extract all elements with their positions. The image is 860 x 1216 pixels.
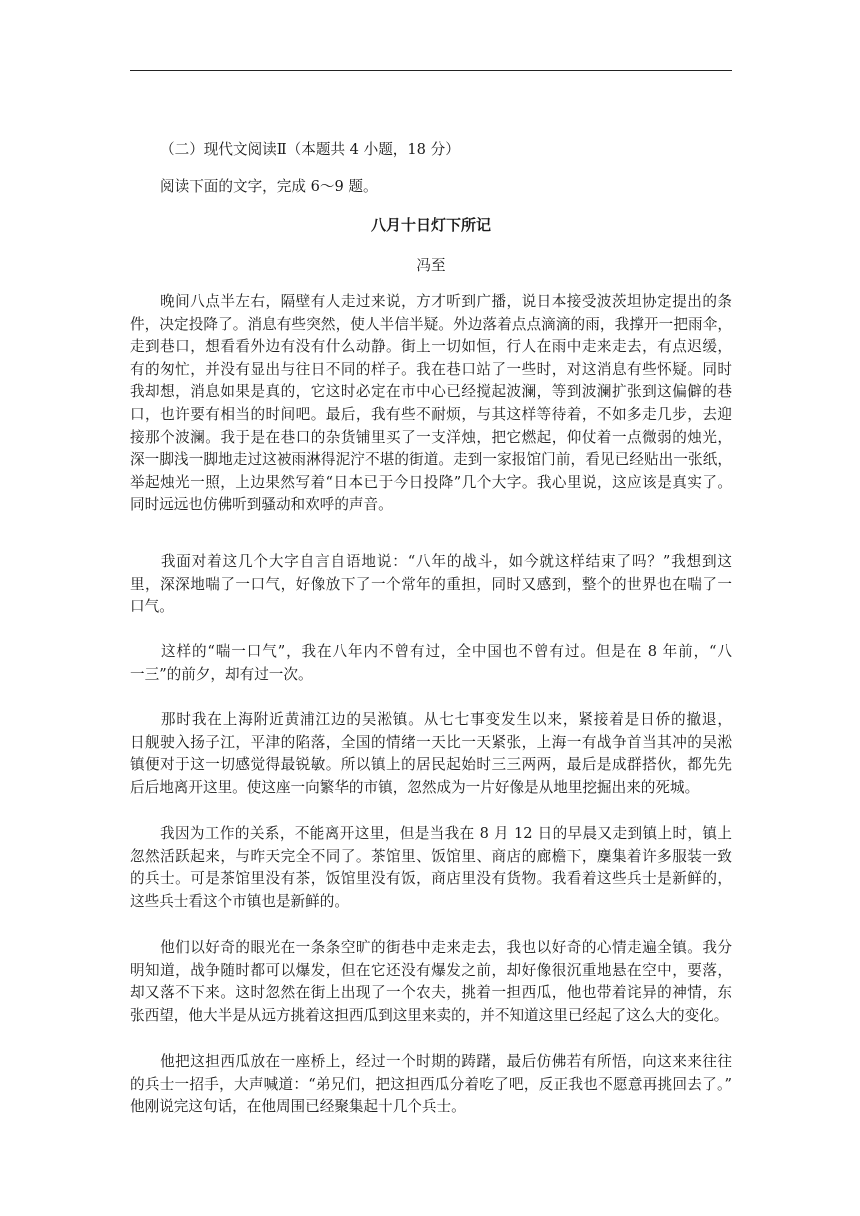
top-rule (130, 70, 732, 71)
paragraph-6 (130, 937, 732, 1027)
paragraph-5 (130, 823, 732, 913)
paragraph-1 (130, 291, 732, 517)
paragraph-line: 后后地离开这里。使这座一向繁华的市镇，忽然成为一片好像是从地里挖掘出来的死城。 (130, 778, 700, 796)
paragraph-line: 深一脚浅一脚地走过这被雨淋得泥泞不堪的街道。走到一家报馆门前，看见已经贴出一张纸， (130, 451, 732, 469)
paragraph-line: 镇便对于这一切感觉得最锐敏。所以镇上的居民起始时三三两两，最后是成群搭伙，都先先 (130, 756, 732, 774)
paragraph-line: 日舰驶入扬子江，平津的陷落，全国的情绪一天比一天紧张，上海一有战争首当其冲的吴淞 (130, 733, 732, 751)
paragraph-line: 那时我在上海附近黄浦江边的吴淞镇。从七七事变发生以来，紧接着是日侨的撤退， (130, 711, 732, 728)
paragraph-line: 同时远远也仿佛听到骚动和欢呼的声音。 (130, 496, 393, 514)
paragraph-line: 他们以好奇的眼光在一条条空旷的街巷中走来走去，我也以好奇的心情走遍全镇。我分 (130, 939, 732, 956)
paragraph-line: 的兵士一招手，大声喊道：“弟兄们，把这担西瓜分着吃了吧，反正我也不愿意再挑回去了。” (130, 1075, 732, 1093)
paragraph-line: 我因为工作的关系，不能离开这里，但是当我在 8 月 12 日的早晨又走到镇上时，镇上 (130, 825, 732, 842)
paragraph-line: 晚间八点半左右，隔壁有人走过来说，方才听到广播，说日本接受波茨坦协定提出的条 (130, 293, 732, 310)
paragraph-line: 的兵士。可是茶馆里没有茶，饭馆里没有饭，商店里没有货物。我看着这些兵士是新鲜的， (130, 870, 732, 888)
paragraph-4 (130, 709, 732, 799)
paragraph-line: 口气。 (130, 598, 174, 616)
paragraph-line: 明知道，战争随时都可以爆发，但在它还没有爆发之前，却好像很沉重地悬在空中，要落， (130, 961, 732, 979)
paragraph-line: 这些兵士看这个市镇也是新鲜的。 (130, 892, 349, 910)
section-heading: （二）现代文阅读Ⅱ（本题共 4 小题，18 分） (160, 141, 460, 158)
instruction-text: 阅读下面的文字，完成 6～9 题。 (160, 178, 378, 195)
paragraph-2 (130, 551, 732, 619)
paragraph-line: 口，也许要有相当的时间吧。最后，我有些不耐烦，与其这样等待着，不如多走几步，去迎 (130, 405, 732, 423)
paragraph-line: 忽然活跃起来，与昨天完全不同了。茶馆里、饭馆里、商店的廊檐下，麇集着许多服装一致 (130, 847, 732, 865)
article-author: 冯至 (416, 257, 446, 274)
paragraph-line: 接那个波澜。我于是在巷口的杂货铺里买了一支洋烛，把它燃起，仰仗着一点微弱的烛光， (130, 428, 732, 446)
paragraph-line: 我却想，消息如果是真的，它这时必定在市中心已经搅起波澜，等到波澜扩张到这偏僻的巷 (130, 383, 732, 401)
paragraph-7 (130, 1051, 732, 1119)
paragraph-line: 张西望，他大半是从远方挑着这担西瓜到这里来卖的，并不知道这里已经起了这么大的变化。 (130, 1006, 729, 1024)
paragraph-line: 却又落不下来。这时忽然在街上出现了一个农夫，挑着一担西瓜，他也带着诧异的神情，东 (130, 984, 732, 1002)
paragraph-line: 举起烛光一照，上边果然写着“日本已于今日投降”几个大字。我心里说，这应该是真实了。 (130, 473, 732, 491)
paragraph-line: 走到巷口，想看看外边有没有什么动静。街上一切如恒，行人在雨中走来走去，有点迟缓， (130, 338, 732, 356)
paragraph-3 (130, 641, 732, 686)
paragraph-line: 件，决定投降了。消息有些突然，使人半信半疑。外边落着点点滴滴的雨，我撑开一把雨伞， (130, 315, 732, 333)
paragraph-line: 他刚说完这句话，在他周围已经聚集起十几个兵士。 (130, 1098, 466, 1116)
paragraph-line: 他把这担西瓜放在一座桥上，经过一个时期的踌躇，最后仿佛若有所悟，向这来来往往 (130, 1053, 732, 1070)
paragraph-line: 里，深深地喘了一口气，好像放下了一个常年的重担，同时又感到，整个的世界也在喘了一 (130, 575, 732, 593)
paragraph-line: 这样的“喘一口气”，我在八年内不曾有过，全中国也不曾有过。但是在 8 年前，“八 (130, 643, 732, 660)
paragraph-line: 我面对着这几个大字自言自语地说：“八年的战斗，如今就这样结束了吗？”我想到这 (130, 553, 732, 570)
article-title: 八月十日灯下所记 (370, 216, 491, 234)
paragraph-line: 有的匆忙，并没有显出与往日不同的样子。我在巷口站了一些时，对这消息有些怀疑。同时 (130, 360, 732, 378)
paragraph-line: 一三”的前夕，却有过一次。 (130, 665, 313, 683)
